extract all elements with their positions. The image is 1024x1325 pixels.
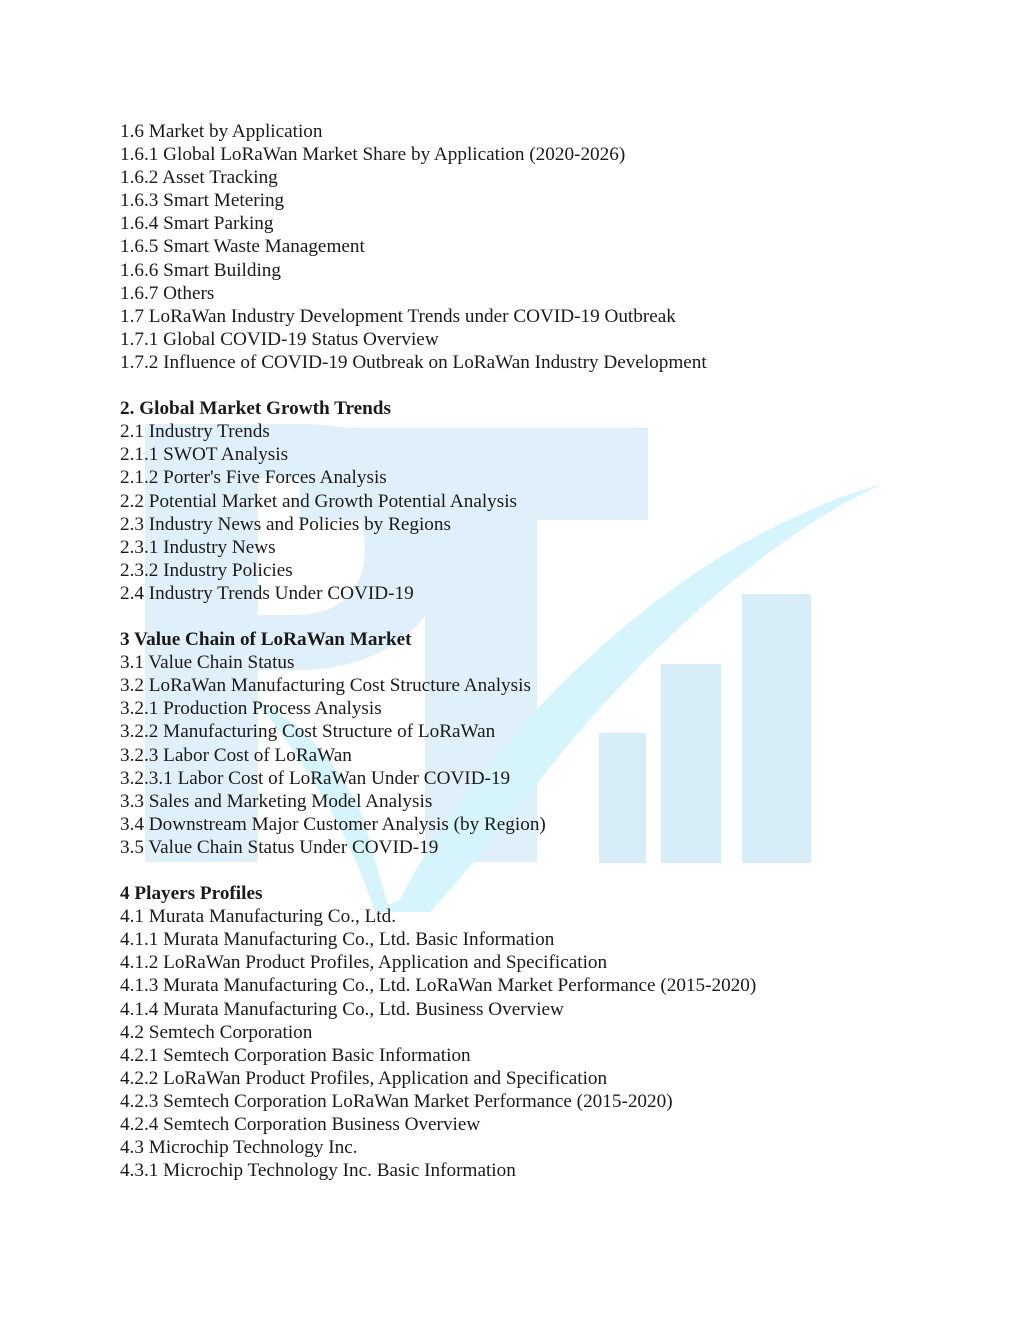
toc-entry: 1.6.7 Others bbox=[120, 282, 215, 304]
toc-entry: 4.1.2 LoRaWan Product Profiles, Application and Specification bbox=[120, 952, 608, 974]
toc-entry: 1.7 LoRaWan Industry Development Trends under COVID-19 Outbreak bbox=[120, 305, 676, 327]
toc-entry: 4.2.3 Semtech Corporation LoRaWan Market Performance (2015-2020) bbox=[120, 1090, 673, 1112]
toc-entry: 3.4 Downstream Major Customer Analysis (by Region) bbox=[120, 813, 546, 835]
toc-entry: 4.2.4 Semtech Corporation Business Overview bbox=[120, 1114, 481, 1136]
table-of-contents bbox=[120, 120, 940, 1205]
toc-entry: 4.3.1 Microchip Technology Inc. Basic Information bbox=[120, 1160, 516, 1182]
toc-section bbox=[120, 882, 940, 1182]
toc-entry: 2.3 Industry News and Policies by Regions bbox=[120, 513, 451, 535]
toc-entry: 1.7.1 Global COVID-19 Status Overview bbox=[120, 328, 439, 350]
toc-entry: 1.6.3 Smart Metering bbox=[120, 190, 285, 212]
toc-entry: 3.2.3 Labor Cost of LoRaWan bbox=[120, 744, 352, 766]
toc-entry: 1.6.6 Smart Building bbox=[120, 259, 281, 281]
toc-entry: 2.1 Industry Trends bbox=[120, 421, 270, 443]
toc-entry: 4.1.3 Murata Manufacturing Co., Ltd. LoRaWan Market Performance (2015-2020) bbox=[120, 975, 757, 997]
toc-entry: 4.1.4 Murata Manufacturing Co., Ltd. Business Overview bbox=[120, 998, 564, 1020]
toc-entry: 2.4 Industry Trends Under COVID-19 bbox=[120, 582, 414, 604]
toc-entry: 1.6.5 Smart Waste Management bbox=[120, 236, 365, 258]
toc-entry: 3.2.3.1 Labor Cost of LoRaWan Under COVID-19 bbox=[120, 767, 511, 789]
section-heading: 3 Value Chain of LoRaWan Market bbox=[120, 629, 412, 651]
toc-entry: 1.6.2 Asset Tracking bbox=[120, 167, 278, 189]
toc-section bbox=[120, 397, 940, 605]
toc-entry: 2.3.1 Industry News bbox=[120, 536, 276, 558]
toc-entry: 4.3 Microchip Technology Inc. bbox=[120, 1137, 358, 1159]
toc-entry: 4.2.1 Semtech Corporation Basic Information bbox=[120, 1044, 471, 1066]
toc-entry: 4.1.1 Murata Manufacturing Co., Ltd. Basic Information bbox=[120, 929, 555, 951]
toc-entry: 3.3 Sales and Marketing Model Analysis bbox=[120, 790, 433, 812]
toc-entry: 2.1.1 SWOT Analysis bbox=[120, 444, 289, 466]
section-heading: 4 Players Profiles bbox=[120, 883, 263, 905]
toc-entry: 4.2.2 LoRaWan Product Profiles, Application and Specification bbox=[120, 1067, 608, 1089]
toc-entry: 1.6 Market by Application bbox=[120, 121, 323, 142]
toc-entry: 2.3.2 Industry Policies bbox=[120, 559, 293, 581]
toc-entry: 3.2 LoRaWan Manufacturing Cost Structure Analysis bbox=[120, 675, 531, 697]
toc-entry: 1.6.1 Global LoRaWan Market Share by Application (2020-2026) bbox=[120, 144, 626, 166]
toc-section bbox=[120, 120, 940, 374]
toc-entry: 4.2 Semtech Corporation bbox=[120, 1021, 313, 1043]
toc-entry: 2.1.2 Porter's Five Forces Analysis bbox=[120, 467, 387, 489]
toc-entry: 3.5 Value Chain Status Under COVID-19 bbox=[120, 836, 439, 858]
toc-entry: 3.2.1 Production Process Analysis bbox=[120, 698, 382, 720]
section-heading: 2. Global Market Growth Trends bbox=[120, 398, 391, 420]
toc-section bbox=[120, 628, 940, 859]
toc-entry: 3.2.2 Manufacturing Cost Structure of LoRaWan bbox=[120, 721, 496, 743]
toc-entry: 1.7.2 Influence of COVID-19 Outbreak on LoRaWan Industry Development bbox=[120, 351, 707, 373]
toc-entry: 4.1 Murata Manufacturing Co., Ltd. bbox=[120, 906, 397, 928]
toc-entry: 3.1 Value Chain Status bbox=[120, 652, 295, 674]
toc-entry: 1.6.4 Smart Parking bbox=[120, 213, 274, 235]
toc-entry: 2.2 Potential Market and Growth Potential Analysis bbox=[120, 490, 518, 512]
